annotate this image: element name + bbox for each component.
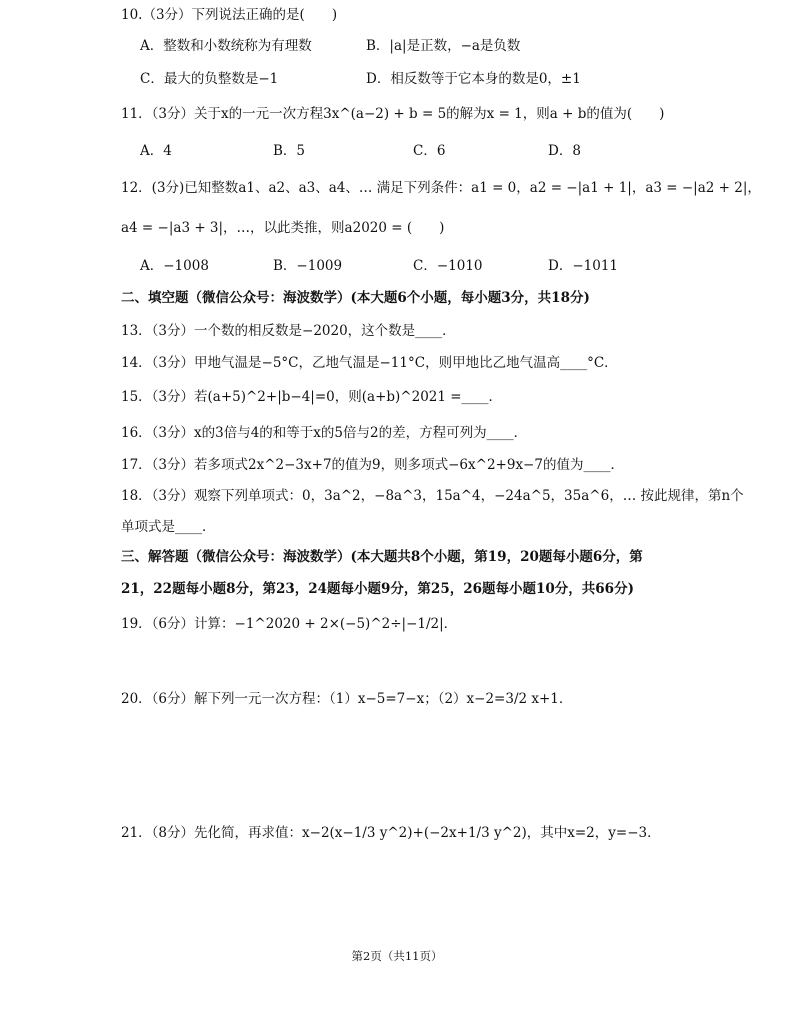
- q18-line2: 单项式是____．: [121, 519, 216, 535]
- q10-option-c: C．最大的负整数是−1: [140, 71, 279, 87]
- q11-suffix: 的解为x = 1，则a + b的值为( ): [446, 106, 665, 122]
- q11-equation: 3x^(a−2) + b = 5: [323, 106, 447, 122]
- q10-stem: [121, 6, 337, 24]
- q10-option-d: D．相反数等于它本身的数是0，±1: [366, 71, 581, 87]
- q18-line1: 18．（3分）观察下列单项式：0，3a^2，−8a^3，15a^4，−24a^5，35a^6，… 按此规律，第n个: [121, 488, 744, 504]
- section3-line1: 三、解答题（微信公众号：海波数学）(本大题共8个小题，第19，20题每小题6分，第: [121, 549, 643, 565]
- q12-line2: a4 = −|a3 + 3|，…，以此类推，则a2020 = ( ): [121, 220, 445, 236]
- q19: 19．（6分）计算：−1^2020 + 2×(−5)^2÷|−1/2|．: [121, 616, 458, 632]
- q11-prefix: 11．（3分）关于x的一元一次方程: [121, 106, 324, 122]
- q10-stem-text: 10.（3分）下列说法正确的是( ): [121, 7, 338, 23]
- q12-sequence: a1、a2、a3、a4、… 满足下列条件：a1 = 0，a2 = −|a1 + 1|，a3 = −|a2 + 2|，: [238, 180, 761, 196]
- q12-option-d: D．−1011: [548, 258, 618, 274]
- page-footer: 第2页（共11页）: [351, 949, 443, 963]
- section2-heading: 二、填空题（微信公众号：海波数学）(本大题6个小题，每小题3分，共18分): [121, 290, 590, 306]
- q11-option-d: D．8: [548, 143, 581, 159]
- q12-line1: [121, 179, 761, 197]
- q11-option-a: A．4: [140, 143, 172, 159]
- q14: 14．（3分）甲地气温是−5°C，乙地气温是−11°C，则甲地比乙地气温高____°C．: [121, 355, 618, 371]
- q17: 17．（3分）若多项式2x^2−3x+7的值为9，则多项式−6x^2+9x−7的值为____．: [121, 457, 624, 473]
- q21: 21．（8分）先化简，再求值：x−2(x−1/3 y^2)+(−2x+1/3 y^2)，其中x=2，y=−3．: [121, 825, 661, 841]
- q11-option-c: C．6: [413, 143, 446, 159]
- q13: 13．（3分）一个数的相反数是−2020，这个数是____．: [121, 323, 456, 339]
- q12-option-c: C．−1010: [413, 258, 483, 274]
- q12-option-a: A．−1008: [140, 258, 209, 274]
- q12-prefix: 12．(3分)已知整数: [121, 180, 239, 196]
- q16: 16．（3分）x的3倍与4的和等于x的5倍与2的差，方程可列为____．: [121, 425, 528, 441]
- q10-option-b: B．|a|是正数，−a是负数: [366, 38, 521, 54]
- q20: 20．（6分）解下列一元一次方程：（1）x−5=7−x；（2）x−2=3/2 x+1．: [121, 691, 573, 707]
- q11-option-b: B．5: [273, 143, 306, 159]
- q10-option-a: A．整数和小数统称为有理数: [140, 38, 312, 54]
- section3-line2: 21，22题每小题8分，第23，24题每小题9分，第25，26题每小题10分，共66分): [121, 581, 634, 597]
- q11-stem: [121, 105, 664, 123]
- q15: 15．（3分）若(a+5)^2+|b−4|=0，则(a+b)^2021 =____．: [121, 389, 503, 405]
- q12-option-b: B．−1009: [273, 258, 343, 274]
